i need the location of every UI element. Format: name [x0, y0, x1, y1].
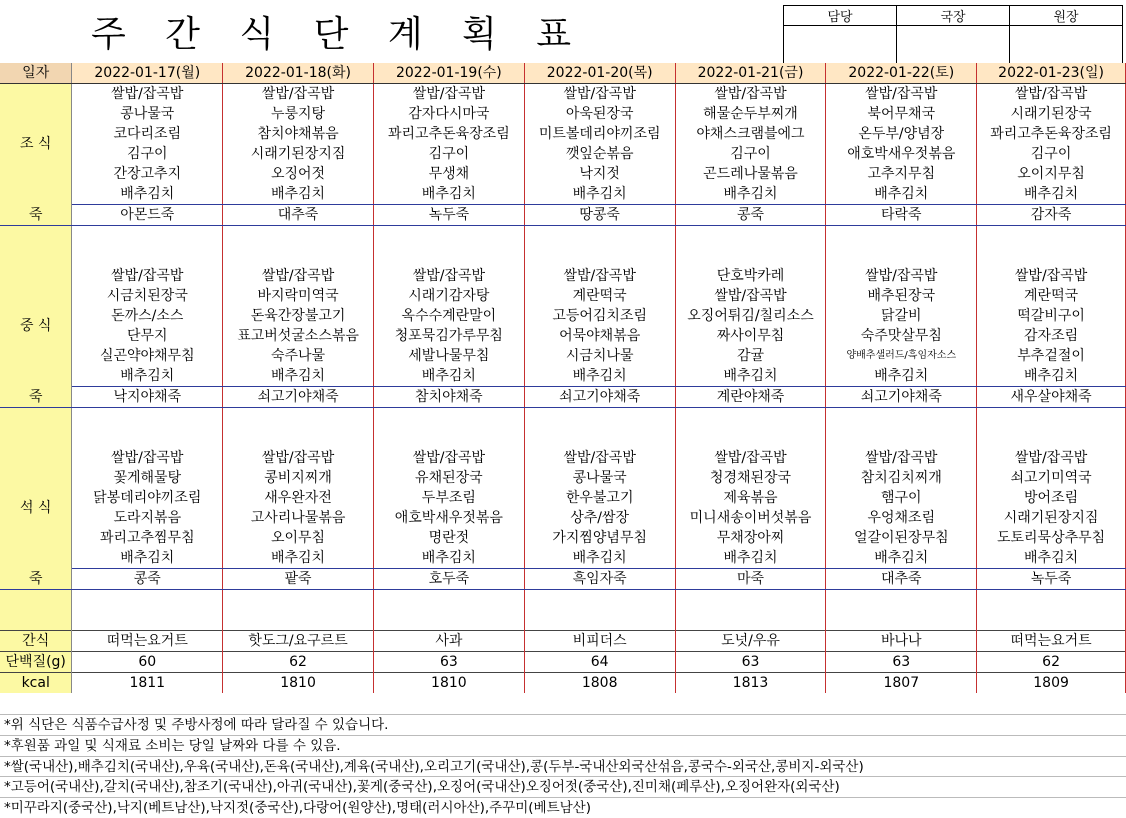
breakfast-dish[interactable]: 콩나물국: [72, 104, 223, 124]
breakfast-dish[interactable]: 아욱된장국: [524, 104, 675, 124]
dinner-dish[interactable]: 쌀밥/잡곡밥: [72, 448, 223, 468]
porridge-cell[interactable]: 쇠고기야채죽: [223, 387, 374, 408]
blank-cell[interactable]: [826, 590, 977, 611]
lunch-dish[interactable]: 배추김치: [373, 366, 524, 387]
dinner-dish[interactable]: 참치김치찌개: [826, 468, 977, 488]
porridge-cell[interactable]: 호두죽: [373, 569, 524, 590]
dinner-dish[interactable]: 가지찜양념무침: [524, 528, 675, 548]
breakfast-blank-row: [0, 246, 1126, 266]
dinner-dish[interactable]: 쇠고기미역국: [977, 468, 1126, 488]
lunch-dish[interactable]: 배추김치: [524, 366, 675, 387]
breakfast-dish[interactable]: 배추김치: [72, 184, 223, 205]
protein-row: [0, 652, 1126, 673]
approval-sign-cell[interactable]: [784, 26, 897, 65]
dinner-dish[interactable]: 꽃게해물탕: [72, 468, 223, 488]
breakfast-dish[interactable]: 간장고추지: [72, 164, 223, 184]
lunch-dish[interactable]: 떡갈비구이: [977, 306, 1126, 326]
dinner-dish[interactable]: 시래기된장지짐: [977, 508, 1126, 528]
porridge-cell[interactable]: 쇠고기야채죽: [826, 387, 977, 408]
kcal-cell[interactable]: 1811: [72, 673, 223, 694]
blank-cell[interactable]: [826, 408, 977, 429]
porridge-cell[interactable]: 계란야채죽: [675, 387, 826, 408]
snack-cell[interactable]: 바나나: [826, 631, 977, 652]
blank-cell[interactable]: [977, 428, 1126, 448]
breakfast-dish[interactable]: 고추지무침: [826, 164, 977, 184]
dinner-dish[interactable]: 배추김치: [977, 548, 1126, 569]
blank-cell[interactable]: [373, 590, 524, 611]
lunch-dish[interactable]: 배추김치: [977, 366, 1126, 387]
dinner-dish[interactable]: 청경채된장국: [675, 468, 826, 488]
dinner-dish[interactable]: 방어조림: [977, 488, 1126, 508]
porridge-label[interactable]: 죽: [0, 205, 72, 226]
dinner-porridge-row: [0, 569, 1126, 590]
breakfast-dish[interactable]: 해물순두부찌개: [675, 104, 826, 124]
blank-cell[interactable]: [675, 428, 826, 448]
protein-cell[interactable]: 63: [373, 652, 524, 673]
lunch-dish[interactable]: 단호박카레: [675, 266, 826, 286]
breakfast-dish[interactable]: 곤드레나물볶음: [675, 164, 826, 184]
lunch-dish[interactable]: 바지락미역국: [223, 286, 374, 306]
porridge-cell[interactable]: 녹두죽: [977, 569, 1126, 590]
dinner-dish[interactable]: 콩나물국: [524, 468, 675, 488]
breakfast-dish[interactable]: 코다리조림: [72, 124, 223, 144]
blank-label[interactable]: [0, 408, 72, 449]
dinner-dish[interactable]: 쌀밥/잡곡밥: [977, 448, 1126, 468]
breakfast-dish[interactable]: 쌀밥/잡곡밥: [373, 84, 524, 105]
lunch-dish[interactable]: 단무지: [72, 326, 223, 346]
lunch-row: [0, 346, 1126, 366]
breakfast-dish[interactable]: 미트볼데리야끼조림: [524, 124, 675, 144]
lunch-dish[interactable]: 부추겉절이: [977, 346, 1126, 366]
blank-cell[interactable]: [524, 408, 675, 429]
porridge-cell[interactable]: 땅콩죽: [524, 205, 675, 226]
breakfast-blank-row: [0, 226, 1126, 247]
blank-cell[interactable]: [223, 246, 374, 266]
protein-cell[interactable]: 62: [223, 652, 374, 673]
dinner-blank-row: [0, 590, 1126, 611]
breakfast-dish[interactable]: 배추김치: [223, 184, 374, 205]
dinner-dish[interactable]: 배추김치: [826, 548, 977, 569]
dinner-dish[interactable]: 배추김치: [675, 548, 826, 569]
date-header-label[interactable]: 일자: [0, 63, 72, 84]
breakfast-dish[interactable]: 쌀밥/잡곡밥: [72, 84, 223, 105]
kcal-cell[interactable]: 1807: [826, 673, 977, 694]
blank-cell[interactable]: [524, 590, 675, 611]
lunch-dish[interactable]: 쌀밥/잡곡밥: [223, 266, 374, 286]
lunch-blank-row: [0, 428, 1126, 448]
porridge-cell[interactable]: 타락죽: [826, 205, 977, 226]
blank-cell[interactable]: [675, 408, 826, 429]
menu-table: [0, 63, 1126, 693]
porridge-label[interactable]: 죽: [0, 569, 72, 590]
approval-label: 원장: [1010, 6, 1123, 26]
dinner-row: [0, 448, 1126, 468]
blank-cell[interactable]: [826, 246, 977, 266]
lunch-dish[interactable]: 감자조림: [977, 326, 1126, 346]
breakfast-dish[interactable]: 배추김치: [373, 184, 524, 205]
breakfast-dish[interactable]: 꽈리고추돈육장조림: [977, 124, 1126, 144]
protein-cell[interactable]: 62: [977, 652, 1126, 673]
porridge-cell[interactable]: 마죽: [675, 569, 826, 590]
dinner-dish[interactable]: 배추김치: [524, 548, 675, 569]
lunch-dish[interactable]: 돈육간장불고기: [223, 306, 374, 326]
blank-cell[interactable]: [373, 428, 524, 448]
notes: [0, 714, 1126, 818]
lunch-dish[interactable]: 표고버섯굴소스볶음: [223, 326, 374, 346]
lunch-dish[interactable]: 시래기감자탕: [373, 286, 524, 306]
snack-cell[interactable]: 떠먹는요거트: [72, 631, 223, 652]
date-header-cell[interactable]: 2022-01-21(금): [675, 63, 826, 84]
blank-cell[interactable]: [223, 226, 374, 247]
dinner-dish[interactable]: 쌀밥/잡곡밥: [223, 448, 374, 468]
breakfast-dish[interactable]: 쌀밥/잡곡밥: [826, 84, 977, 105]
dinner-dish[interactable]: 새우완자전: [223, 488, 374, 508]
breakfast-dish[interactable]: 애호박새우젓볶음: [826, 144, 977, 164]
date-header-row: [0, 63, 1126, 84]
blank-cell[interactable]: [223, 610, 374, 631]
lunch-dish[interactable]: 어묵야채볶음: [524, 326, 675, 346]
lunch-dish[interactable]: 배추김치: [72, 366, 223, 387]
dinner-dish[interactable]: 도토리묵상추무침: [977, 528, 1126, 548]
breakfast-dish[interactable]: 시래기된장지짐: [223, 144, 374, 164]
date-header-cell[interactable]: 2022-01-19(수): [373, 63, 524, 84]
blank-cell[interactable]: [72, 610, 223, 631]
porridge-cell[interactable]: 대추죽: [223, 205, 374, 226]
porridge-cell[interactable]: 낙지야채죽: [72, 387, 223, 408]
dinner-dish[interactable]: 콩비지찌개: [223, 468, 374, 488]
note-line: *고등어(국내산),갈치(국내산),참조기(국내산),아귀(국내산),꽃게(중국산),오징어(국내산)오징어젓(중국산),진미채(페루산),오징어완자(외국산): [0, 776, 1126, 797]
lunch-dish[interactable]: 계란떡국: [977, 286, 1126, 306]
kcal-row: [0, 673, 1126, 694]
approval-sign-row: [784, 26, 1123, 65]
dinner-row: [0, 528, 1126, 548]
breakfast-dish[interactable]: 무생채: [373, 164, 524, 184]
lunch-row: [0, 366, 1126, 387]
approval-sign-cell[interactable]: [897, 26, 1010, 65]
blank-cell[interactable]: [524, 226, 675, 247]
approval-sign-cell[interactable]: [1010, 26, 1123, 65]
blank-cell[interactable]: [977, 590, 1126, 611]
blank-cell[interactable]: [826, 226, 977, 247]
lunch-dish[interactable]: 세발나물무침: [373, 346, 524, 366]
dinner-blank-row: [0, 610, 1126, 631]
lunch-dish[interactable]: 숙주맛살무침: [826, 326, 977, 346]
dinner-dish[interactable]: 유채된장국: [373, 468, 524, 488]
dinner-dish[interactable]: 오이무침: [223, 528, 374, 548]
dinner-dish[interactable]: 쌀밥/잡곡밥: [524, 448, 675, 468]
protein-cell[interactable]: 63: [675, 652, 826, 673]
lunch-dish[interactable]: 계란떡국: [524, 286, 675, 306]
dinner-dish[interactable]: 배추김치: [373, 548, 524, 569]
blank-label[interactable]: [0, 590, 72, 631]
breakfast-dish[interactable]: 오징어젓: [223, 164, 374, 184]
lunch-label[interactable]: 중 식: [0, 266, 72, 387]
snack-cell[interactable]: 핫도그/요구르트: [223, 631, 374, 652]
date-header-cell[interactable]: 2022-01-22(토): [826, 63, 977, 84]
blank-cell[interactable]: [72, 590, 223, 611]
protein-cell[interactable]: 64: [524, 652, 675, 673]
breakfast-dish[interactable]: 오이지무침: [977, 164, 1126, 184]
kcal-cell[interactable]: 1810: [373, 673, 524, 694]
dinner-dish[interactable]: 꽈리고추찜무침: [72, 528, 223, 548]
porridge-cell[interactable]: 참치야채죽: [373, 387, 524, 408]
lunch-dish[interactable]: 감귤: [675, 346, 826, 366]
breakfast-row: [0, 104, 1126, 124]
breakfast-dish[interactable]: 감자다시마국: [373, 104, 524, 124]
lunch-dish[interactable]: 청포묵김가루무침: [373, 326, 524, 346]
approval-label: 국장: [897, 6, 1010, 26]
lunch-dish[interactable]: 배추된장국: [826, 286, 977, 306]
lunch-porridge-row: [0, 387, 1126, 408]
blank-cell[interactable]: [373, 246, 524, 266]
date-header-cell[interactable]: 2022-01-20(목): [524, 63, 675, 84]
snack-cell[interactable]: 사과: [373, 631, 524, 652]
date-header-cell[interactable]: 2022-01-17(월): [72, 63, 223, 84]
porridge-cell[interactable]: 아몬드죽: [72, 205, 223, 226]
blank-cell[interactable]: [524, 428, 675, 448]
breakfast-dish[interactable]: 시래기된장국: [977, 104, 1126, 124]
breakfast-label[interactable]: 조 식: [0, 84, 72, 205]
dinner-dish[interactable]: 상추/쌈장: [524, 508, 675, 528]
dinner-dish[interactable]: 무채장아찌: [675, 528, 826, 548]
porridge-label[interactable]: 죽: [0, 387, 72, 408]
note-line: *미꾸라지(중국산),낙지(베트남산),낙지젓(중국산),다랑어(원양산),명태(러시아산),주꾸미(베트남산): [0, 797, 1126, 818]
breakfast-row: [0, 144, 1126, 164]
dinner-dish[interactable]: 제육볶음: [675, 488, 826, 508]
breakfast-dish[interactable]: 쌀밥/잡곡밥: [675, 84, 826, 105]
blank-cell[interactable]: [223, 408, 374, 429]
blank-cell[interactable]: [72, 226, 223, 247]
approval-box: [783, 5, 1123, 65]
dinner-dish[interactable]: 얼갈이된장무침: [826, 528, 977, 548]
approval-header-row: [784, 6, 1123, 26]
lunch-dish[interactable]: 시금치된장국: [72, 286, 223, 306]
blank-cell[interactable]: [373, 610, 524, 631]
snack-label[interactable]: 간식: [0, 631, 72, 652]
lunch-dish[interactable]: 양배추샐러드/흑임자소스: [826, 346, 977, 366]
blank-cell[interactable]: [373, 408, 524, 429]
dinner-dish[interactable]: 햄구이: [826, 488, 977, 508]
breakfast-dish[interactable]: 온두부/양념장: [826, 124, 977, 144]
blank-cell[interactable]: [826, 610, 977, 631]
lunch-row: [0, 266, 1126, 286]
breakfast-dish[interactable]: 김구이: [675, 144, 826, 164]
blank-cell[interactable]: [977, 246, 1126, 266]
breakfast-row: [0, 124, 1126, 144]
dinner-label[interactable]: 석 식: [0, 448, 72, 569]
lunch-dish[interactable]: 돈까스/소스: [72, 306, 223, 326]
dinner-dish[interactable]: 도라지볶음: [72, 508, 223, 528]
blank-cell[interactable]: [524, 246, 675, 266]
protein-cell[interactable]: 60: [72, 652, 223, 673]
approval-label: 담당: [784, 6, 897, 26]
porridge-cell[interactable]: 녹두죽: [373, 205, 524, 226]
lunch-dish[interactable]: 숙주나물: [223, 346, 374, 366]
blank-label[interactable]: [0, 226, 72, 267]
dinner-row: [0, 508, 1126, 528]
lunch-dish[interactable]: 배추김치: [223, 366, 374, 387]
dinner-dish[interactable]: 쌀밥/잡곡밥: [373, 448, 524, 468]
blank-cell[interactable]: [675, 610, 826, 631]
protein-cell[interactable]: 63: [826, 652, 977, 673]
porridge-cell[interactable]: 콩죽: [72, 569, 223, 590]
lunch-dish[interactable]: 고등어김치조림: [524, 306, 675, 326]
blank-cell[interactable]: [675, 590, 826, 611]
lunch-row: [0, 326, 1126, 346]
lunch-dish[interactable]: 쌀밥/잡곡밥: [826, 266, 977, 286]
lunch-dish[interactable]: 옥수수계란말이: [373, 306, 524, 326]
breakfast-row: [0, 84, 1126, 105]
lunch-dish[interactable]: 오징어튀김/칠리소스: [675, 306, 826, 326]
blank-cell[interactable]: [826, 428, 977, 448]
breakfast-dish[interactable]: 쌀밥/잡곡밥: [977, 84, 1126, 105]
breakfast-dish[interactable]: 깻잎순볶음: [524, 144, 675, 164]
lunch-blank-row: [0, 408, 1126, 429]
blank-cell[interactable]: [675, 226, 826, 247]
dinner-dish[interactable]: 우엉채조림: [826, 508, 977, 528]
dinner-dish[interactable]: 닭봉데리야끼조림: [72, 488, 223, 508]
dinner-dish[interactable]: 명란젓: [373, 528, 524, 548]
lunch-row: [0, 306, 1126, 326]
breakfast-dish[interactable]: 야채스크램블에그: [675, 124, 826, 144]
porridge-cell[interactable]: 감자죽: [977, 205, 1126, 226]
dinner-dish[interactable]: 배추김치: [72, 548, 223, 569]
page-title: 주 간 식 단 계 획 표: [90, 14, 586, 55]
blank-cell[interactable]: [977, 226, 1126, 247]
dinner-dish[interactable]: 미니새송이버섯볶음: [675, 508, 826, 528]
lunch-dish[interactable]: 닭갈비: [826, 306, 977, 326]
porridge-cell[interactable]: 대추죽: [826, 569, 977, 590]
breakfast-dish[interactable]: 김구이: [977, 144, 1126, 164]
note-line: *쌀(국내산),배추김치(국내산),우육(국내산),돈육(국내산),계육(국내산),오리고기(국내산),콩(두부-국내산외국산섞음,콩국수-외국산,콩비지-외국산): [0, 756, 1126, 777]
breakfast-dish[interactable]: 배추김치: [675, 184, 826, 205]
blank-cell[interactable]: [977, 610, 1126, 631]
lunch-dish[interactable]: 짜사이무침: [675, 326, 826, 346]
note-line: *후원품 과일 및 식재료 소비는 당일 날짜와 다를 수 있음.: [0, 735, 1126, 756]
porridge-cell[interactable]: 팥죽: [223, 569, 374, 590]
dinner-dish[interactable]: 애호박새우젓볶음: [373, 508, 524, 528]
blank-cell[interactable]: [223, 590, 374, 611]
blank-cell[interactable]: [675, 246, 826, 266]
dinner-row: [0, 468, 1126, 488]
lunch-dish[interactable]: 쌀밥/잡곡밥: [977, 266, 1126, 286]
breakfast-porridge-row: [0, 205, 1126, 226]
blank-cell[interactable]: [373, 226, 524, 247]
breakfast-dish[interactable]: 배추김치: [826, 184, 977, 205]
snack-cell[interactable]: 비피더스: [524, 631, 675, 652]
kcal-cell[interactable]: 1810: [223, 673, 374, 694]
breakfast-dish[interactable]: 배추김치: [524, 184, 675, 205]
porridge-cell[interactable]: 흑임자죽: [524, 569, 675, 590]
blank-cell[interactable]: [72, 408, 223, 429]
lunch-dish[interactable]: 쌀밥/잡곡밥: [373, 266, 524, 286]
snack-row: [0, 631, 1126, 652]
blank-cell[interactable]: [977, 408, 1126, 429]
blank-cell[interactable]: [72, 428, 223, 448]
protein-label[interactable]: 단백질(g): [0, 652, 72, 673]
blank-cell[interactable]: [223, 428, 374, 448]
dinner-dish[interactable]: 쌀밥/잡곡밥: [675, 448, 826, 468]
kcal-cell[interactable]: 1809: [977, 673, 1126, 694]
breakfast-dish[interactable]: 김구이: [72, 144, 223, 164]
breakfast-dish[interactable]: 북어무채국: [826, 104, 977, 124]
dinner-dish[interactable]: 한우불고기: [524, 488, 675, 508]
dinner-dish[interactable]: 두부조림: [373, 488, 524, 508]
breakfast-row: [0, 164, 1126, 184]
dinner-row: [0, 488, 1126, 508]
breakfast-dish[interactable]: 쌀밥/잡곡밥: [524, 84, 675, 105]
lunch-dish[interactable]: 쌀밥/잡곡밥: [524, 266, 675, 286]
dinner-row: [0, 548, 1126, 569]
lunch-dish[interactable]: 쌀밥/잡곡밥: [675, 286, 826, 306]
date-header-cell[interactable]: 2022-01-18(화): [223, 63, 374, 84]
note-line: *위 식단은 식품수급사정 및 주방사정에 따라 달라질 수 있습니다.: [0, 714, 1126, 735]
kcal-label[interactable]: kcal: [0, 673, 72, 694]
snack-cell[interactable]: 도넛/우유: [675, 631, 826, 652]
lunch-dish[interactable]: 쌀밥/잡곡밥: [72, 266, 223, 286]
breakfast-dish[interactable]: 꽈리고추돈육장조림: [373, 124, 524, 144]
lunch-dish[interactable]: 배추김치: [826, 366, 977, 387]
dinner-dish[interactable]: 배추김치: [223, 548, 374, 569]
lunch-dish[interactable]: 실곤약야채무침: [72, 346, 223, 366]
kcal-cell[interactable]: 1808: [524, 673, 675, 694]
dinner-dish[interactable]: 쌀밥/잡곡밥: [826, 448, 977, 468]
breakfast-dish[interactable]: 쌀밥/잡곡밥: [223, 84, 374, 105]
breakfast-dish[interactable]: 낙지젓: [524, 164, 675, 184]
breakfast-dish[interactable]: 배추김치: [977, 184, 1126, 205]
dinner-dish[interactable]: 고사리나물볶음: [223, 508, 374, 528]
lunch-row: [0, 286, 1126, 306]
breakfast-dish[interactable]: 참치야채볶음: [223, 124, 374, 144]
breakfast-dish[interactable]: 김구이: [373, 144, 524, 164]
porridge-cell[interactable]: 콩죽: [675, 205, 826, 226]
blank-cell[interactable]: [524, 610, 675, 631]
porridge-cell[interactable]: 쇠고기야채죽: [524, 387, 675, 408]
snack-cell[interactable]: 떠먹는요거트: [977, 631, 1126, 652]
lunch-dish[interactable]: 시금치나물: [524, 346, 675, 366]
lunch-dish[interactable]: 배추김치: [675, 366, 826, 387]
porridge-cell[interactable]: 새우살야채죽: [977, 387, 1126, 408]
breakfast-dish[interactable]: 누룽지탕: [223, 104, 374, 124]
date-header-cell[interactable]: 2022-01-23(일): [977, 63, 1126, 84]
blank-cell[interactable]: [72, 246, 223, 266]
breakfast-row: [0, 184, 1126, 205]
kcal-cell[interactable]: 1813: [675, 673, 826, 694]
